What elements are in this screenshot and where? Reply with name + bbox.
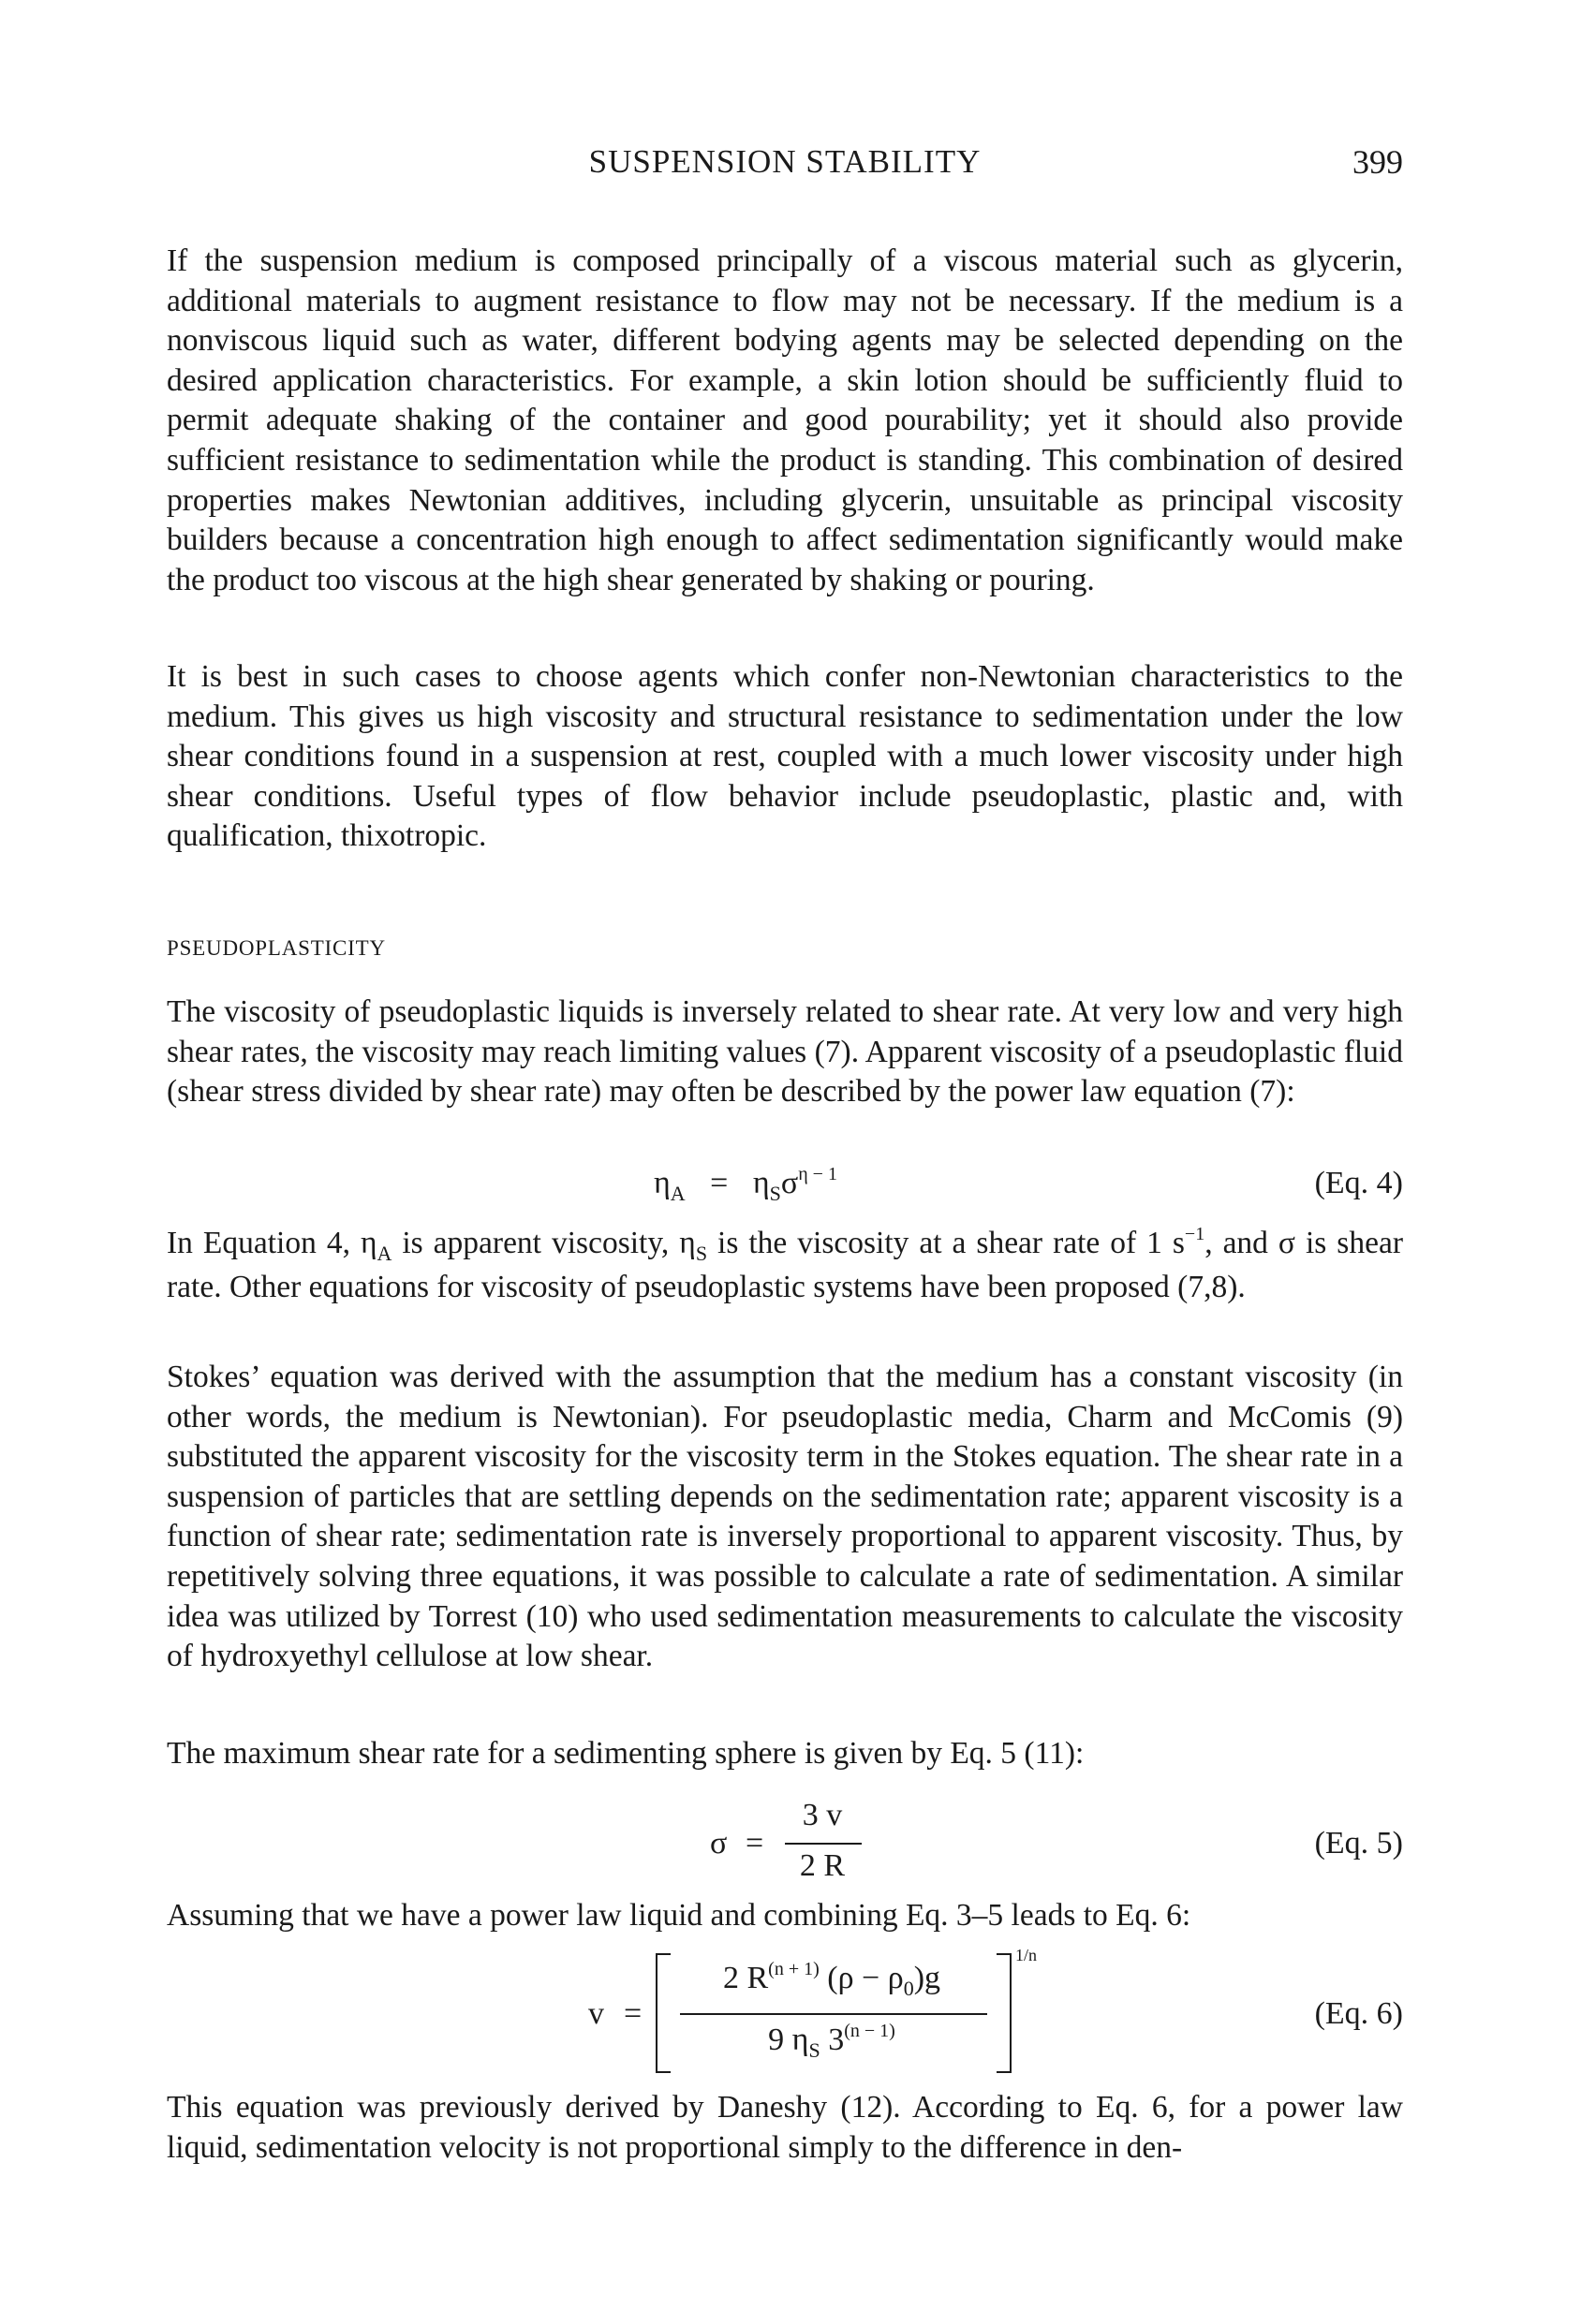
eq4-exponent: η − 1 bbox=[798, 1164, 837, 1184]
sigma-symbol: σ bbox=[1278, 1226, 1295, 1260]
p4-sup-minus-one: −1 bbox=[1184, 1224, 1205, 1244]
paragraph-2-text: It is best in such cases to choose agents which confer non-Newtonian characteristics to the medium. This gives us high viscosity and structural resistance to sedimentation under the low shear conditions found in a suspension at rest, coupled with a much lower viscosity under high shear conditions. Useful types of flow behavior include pseudoplastic, plastic and, with qualification, thixotropic. bbox=[167, 659, 1403, 854]
paragraph-6 bbox=[167, 1734, 1403, 1774]
equation-5-label: (Eq. 5) bbox=[1314, 1826, 1403, 1861]
eta-symbol: η bbox=[679, 1226, 696, 1260]
eq6-equals: = bbox=[624, 1996, 643, 2031]
eta-symbol: η bbox=[360, 1226, 377, 1260]
paragraph-7-text: Assuming that we have a power law liquid and combining Eq. 3–5 leads to Eq. 6: bbox=[167, 1898, 1191, 1933]
eta-symbol: η bbox=[654, 1166, 671, 1200]
paragraph-3 bbox=[167, 993, 1403, 1112]
eq6-v: v bbox=[588, 1996, 604, 2031]
equation-6 bbox=[167, 1948, 1403, 2079]
eq6-den-b: 3 bbox=[820, 2022, 845, 2057]
eq6-fraction-bar bbox=[680, 2013, 987, 2015]
paragraph-8 bbox=[167, 2088, 1403, 2168]
equation-5 bbox=[167, 1798, 1403, 1891]
paragraph-2 bbox=[167, 657, 1403, 857]
eq5-fraction-bar bbox=[785, 1843, 862, 1845]
paragraph-7 bbox=[167, 1896, 1403, 1936]
running-header bbox=[167, 139, 1403, 185]
paragraph-5 bbox=[167, 1358, 1403, 1677]
eq5-denominator: 2 R bbox=[799, 1848, 846, 1883]
p4-text-5: is shear rate. Other equations for viscosity of pseudoplastic systems have been proposed (7,8). bbox=[167, 1226, 1403, 1304]
sigma-symbol: σ bbox=[710, 1826, 728, 1861]
eq6-num-sup: (n + 1) bbox=[768, 1959, 820, 1979]
sigma-symbol: σ bbox=[780, 1166, 799, 1200]
eq4-equals: = bbox=[710, 1166, 729, 1200]
eq6-den-a: 9 η bbox=[768, 2022, 809, 2057]
p4-sub-s: S bbox=[695, 1242, 708, 1265]
eq6-num-a: 2 R bbox=[722, 1961, 769, 1995]
paragraph-6-text: The maximum shear rate for a sedimenting sphere is given by Eq. 5 (11): bbox=[167, 1736, 1085, 1771]
page-number: 399 bbox=[1352, 143, 1403, 181]
eq6-power: 1/n bbox=[1015, 1946, 1038, 1964]
eta-symbol: η bbox=[752, 1166, 770, 1200]
left-bracket bbox=[656, 1953, 671, 2073]
section-heading: PSEUDOPLASTICITY bbox=[167, 936, 386, 960]
eq4-sub-s: S bbox=[769, 1182, 781, 1205]
paragraph-1-text: If the suspension medium is composed principally of a viscous material such as glycerin, additional materials to augment resistance to flow may not be necessary. If the medium is a nonviscous liquid such as water, different bodying agents may be selected depending on the desired application characteristics. For example, a skin lotion should be sufficiently fluid to permit adequate shaking of the container and good pourability; yet it should also provide sufficient resistance to sedimentation while the product is standing. This combination of desired properties makes Newtonian additives, including glycerin, unsuitable as principal viscosity builders because a concentration high enough to affect sedimentation significantly would make the product too viscous at the high shear generated by shaking or pouring. bbox=[167, 243, 1403, 597]
eq6-numerator bbox=[672, 1959, 991, 2000]
eq6-den-sub: S bbox=[808, 2038, 820, 2062]
eq5-equals: = bbox=[746, 1826, 764, 1861]
paragraph-5-text: Stokes’ equation was derived with the assumption that the medium has a constant viscosity (in other words, the medium is Newtonian). For pseudoplastic media, Charm and McComis (9) substituted the apparent viscosity for the viscosity term in the Stokes equation. The shear rate in a suspension of particles that are settling depends on the sedimentation rate; apparent viscosity is a function of shear rate; sedimentation rate is inversely proportional to apparent viscosity. Thus, by repetitively solving three equations, it was possible to calculate a rate of sedimentation. A similar idea was utilized by Torrest (10) who used sedimentation measurements to calculate the viscosity of hydroxyethyl cellulose at low shear. bbox=[167, 1360, 1403, 1674]
eq6-num-c: )g bbox=[913, 1961, 941, 1995]
right-bracket bbox=[997, 1953, 1012, 2073]
equation-4-body bbox=[654, 1164, 837, 1205]
eq6-num-b: (ρ − ρ bbox=[819, 1961, 904, 1995]
eq6-num-sub: 0 bbox=[903, 1977, 914, 2000]
eq4-sub-a: A bbox=[670, 1182, 686, 1205]
equation-4 bbox=[167, 1166, 1403, 1213]
paragraph-3-text: The viscosity of pseudoplastic liquids is inversely related to shear rate. At very low and very high shear rates, the viscosity may reach limiting values (7). Apparent viscosity of a pseudoplastic fluid (shear stress divided by shear rate) may often be described by the power law equation (7): bbox=[167, 994, 1403, 1110]
p4-sub-a: A bbox=[377, 1242, 392, 1265]
p4-text-2: is apparent viscosity, bbox=[392, 1226, 680, 1260]
equation-4-label: (Eq. 4) bbox=[1314, 1166, 1403, 1200]
paragraph-8-text: This equation was previously derived by Daneshy (12). According to Eq. 6, for a power law liquid, sedimentation velocity is not proportional simply to the difference in den- bbox=[167, 2090, 1403, 2165]
eq5-numerator: 3 v bbox=[802, 1798, 843, 1832]
paragraph-4 bbox=[167, 1224, 1403, 1307]
equation-6-label: (Eq. 6) bbox=[1314, 1996, 1403, 2031]
p4-text-1: In Equation 4, bbox=[167, 1226, 361, 1260]
p4-text-4: , and bbox=[1204, 1226, 1278, 1260]
eq6-den-sup: (n − 1) bbox=[844, 2021, 895, 2041]
eq6-denominator bbox=[672, 2021, 991, 2062]
paragraph-1 bbox=[167, 242, 1403, 600]
paragraph-4-text bbox=[167, 1224, 1403, 1307]
running-title: SUSPENSION STABILITY bbox=[588, 143, 982, 180]
p4-text-3: is the viscosity at a shear rate of 1 s bbox=[707, 1226, 1185, 1260]
